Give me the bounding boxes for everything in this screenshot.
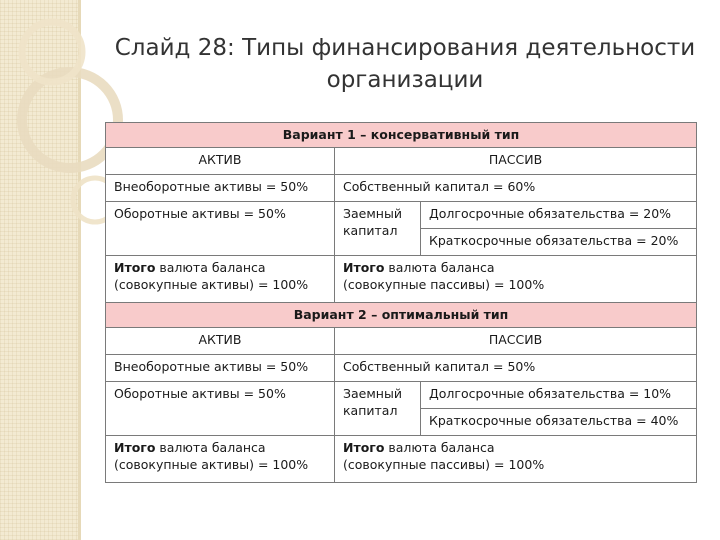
variant-2-aktiv-header: АКТИВ xyxy=(106,328,335,355)
variant-1-row-2 xyxy=(106,202,697,229)
variant-2-title-row xyxy=(106,303,697,328)
variant-1-total-assets xyxy=(106,256,335,303)
variant-1-non-current-assets: Внеоборотные активы = 50% xyxy=(106,175,335,202)
variant-2-total-assets-rest-1: валюта баланса xyxy=(155,440,266,455)
variant-2-row-1 xyxy=(106,355,697,382)
variant-2-total-liab-rest-2: (совокупные пассивы) = 100% xyxy=(343,457,545,472)
variant-1-aktiv-header: АКТИВ xyxy=(106,148,335,175)
variant-1-total-liab-rest-1: валюта баланса xyxy=(384,260,495,275)
variant-1-title-row xyxy=(106,123,697,148)
variant-2-non-current-assets: Внеоборотные активы = 50% xyxy=(106,355,335,382)
variant-1-passiv-header: ПАССИВ xyxy=(335,148,697,175)
variant-1-total-row xyxy=(106,256,697,303)
variant-1-borrowed-capital: Заемный капитал xyxy=(335,202,421,256)
variant-1-equity: Собственный капитал = 60% xyxy=(335,175,697,202)
slide-title xyxy=(110,32,700,96)
variant-1-total-liab-word: Итого xyxy=(343,260,385,275)
variant-1-title: Вариант 1 – консервативный тип xyxy=(106,123,697,148)
variant-1-total-liabilities xyxy=(335,256,697,303)
variant-1-long-term-liabilities: Долгосрочные обязательства = 20% xyxy=(421,202,697,229)
variant-1-header-row xyxy=(106,148,697,175)
variant-2-passiv-header: ПАССИВ xyxy=(335,328,697,355)
variant-1-total-assets-word: Итого xyxy=(114,260,156,275)
variant-2-row-2 xyxy=(106,382,697,409)
variant-2-current-assets: Оборотные активы = 50% xyxy=(106,382,335,436)
variant-1-current-assets: Оборотные активы = 50% xyxy=(106,202,335,256)
variant-1-short-term-liabilities: Краткосрочные обязательства = 20% xyxy=(421,229,697,256)
variant-2-total-liabilities xyxy=(335,436,697,483)
variant-2-total-liab-rest-1: валюта баланса xyxy=(384,440,495,455)
variant-2-title: Вариант 2 – оптимальный тип xyxy=(106,303,697,328)
variant-1-total-liab-rest-2: (совокупные пассивы) = 100% xyxy=(343,277,545,292)
slide-title-line-1: Слайд 28: Типы финансирования деятельности xyxy=(114,35,696,61)
variant-1-total-assets-rest-1: валюта баланса xyxy=(155,260,266,275)
variant-2-total-assets xyxy=(106,436,335,483)
variant-2-total-assets-rest-2: (совокупные активы) = 100% xyxy=(114,457,309,472)
variant-1-row-1 xyxy=(106,175,697,202)
variant-2-total-row xyxy=(106,436,697,483)
variant-2-total-liab-word: Итого xyxy=(343,440,385,455)
variant-2-total-assets-word: Итого xyxy=(114,440,156,455)
variant-2-short-term-liabilities: Краткосрочные обязательства = 40% xyxy=(421,409,697,436)
variant-2-borrowed-capital: Заемный капитал xyxy=(335,382,421,436)
financing-types-table xyxy=(105,122,697,483)
variant-2-equity: Собственный капитал = 50% xyxy=(335,355,697,382)
slide-title-line-2: организации xyxy=(326,67,484,93)
variant-2-long-term-liabilities: Долгосрочные обязательства = 10% xyxy=(421,382,697,409)
variant-1-total-assets-rest-2: (совокупные активы) = 100% xyxy=(114,277,309,292)
variant-2-header-row xyxy=(106,328,697,355)
